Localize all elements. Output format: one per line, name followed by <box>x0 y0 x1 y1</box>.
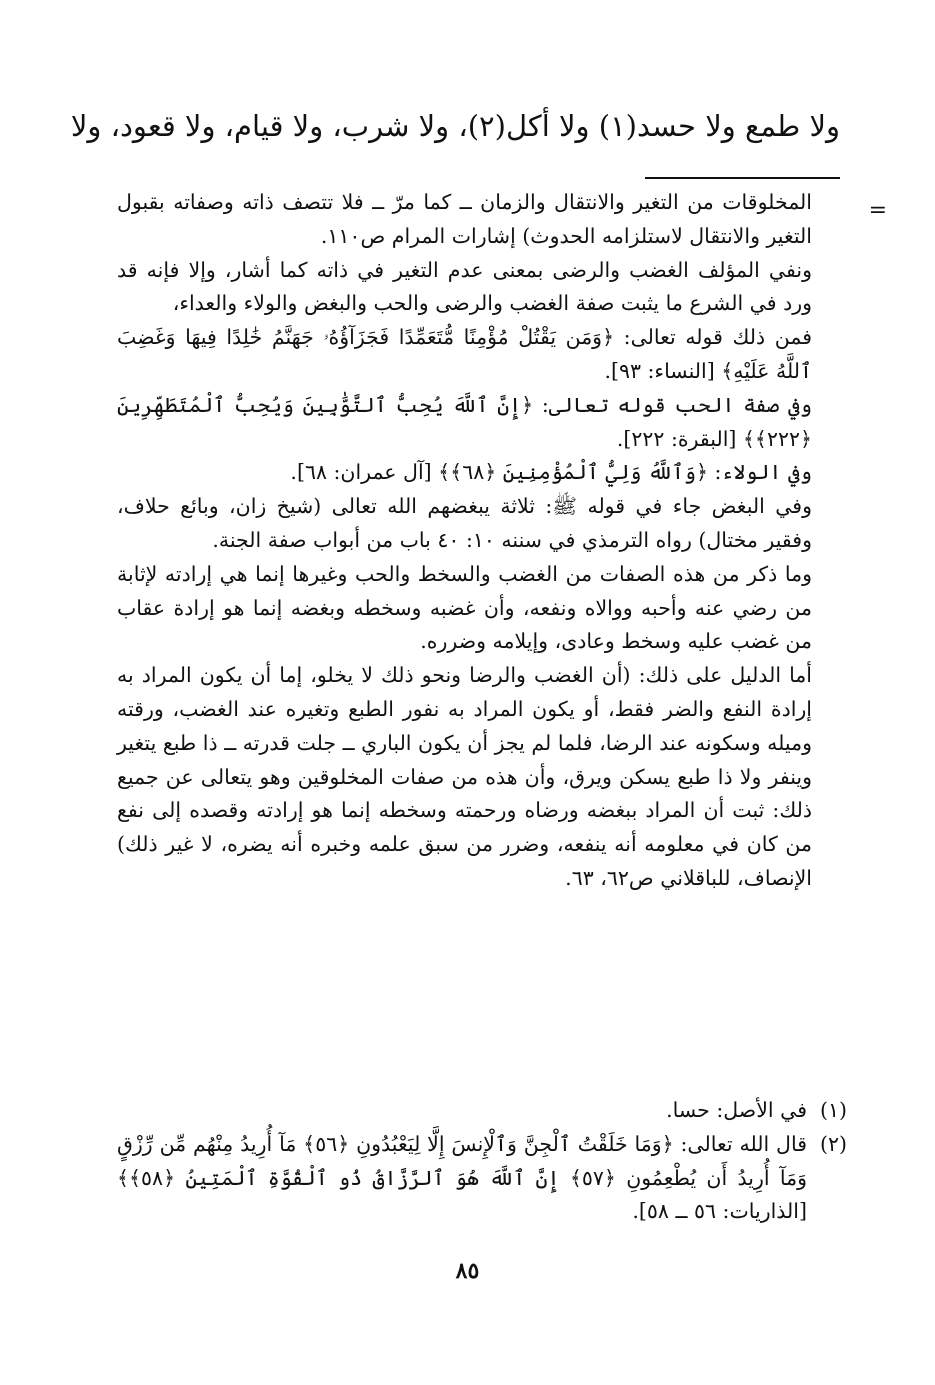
commentary-paragraph: فمن ذلك قوله تعالى: ﴿وَمَن يَقْتُلْ مُؤْمِنًا مُّتَعَمِّدًا فَجَزَآؤُهُۥ جَهَنَّمُ خَٰلِدًا فِيهَا وَغَضِبَ ٱللَّهُ عَلَيْهِ﴾ [النساء: ٩٣]. <box>117 325 812 383</box>
footnote-item <box>117 1128 847 1229</box>
footnote-text: في الأصل: حسا. <box>666 1098 807 1122</box>
commentary-block <box>117 186 812 896</box>
commentary-paragraph: وفي الولاء: ﴿وَٱللَّهُ وَلِيُّ ٱلْمُؤْمِنِينَ ﴿٦٨﴾﴾ [آل عمران: ٦٨]. <box>290 460 812 485</box>
footnote-divider <box>645 177 840 179</box>
footnote-number: (٢) <box>819 1131 847 1156</box>
commentary-paragraph: ونفي المؤلف الغضب والرضى بمعنى عدم التغير في ذاته كما أشار، وإلا فإنه قد ورد في الشرع ما يثبت صفة الغضب والرضى والحب والبغض والولاء والعداء، <box>117 257 812 316</box>
commentary-paragraph: أما الدليل على ذلك: (أن الغضب والرضا ونحو ذلك لا يخلو، إما أن يكون المراد به إرادة النفع والضر فقط، أو يكون المراد به نفور الطبع وتغيره عند الغضب، ورقته وميله وسكونه عند الرضا، فلما لم يجز أن يكون الباري ــ جلت قدرته ــ ذا طبع يتغير وينفر ولا ذا طبع يسكن ويرق، وأن هذه من صفات المخلوقين وهو يتعالى عن جميع ذلك: ثبت أن المراد ببغضه ورضاه ورحمته وسخطه إنما هو إرادته وقصده إلى نفع من كان في معلومه أنه ينفعه، وضرر من سبق علمه وخبره أنه يضره، لا غير ذلك) الإنصاف، للباقلاني ص٦٢، ٦٣. <box>117 663 812 890</box>
page-number: ٨٥ <box>455 1258 480 1284</box>
footnotes <box>117 1094 847 1229</box>
footnote-item <box>117 1094 847 1128</box>
footnote-number: (١) <box>819 1098 847 1122</box>
commentary-paragraph: وفي البغض جاء في قوله ﷺ: ثلاثة يبغضهم الله تعالى (شيخ زان، وبائع حلاف، وفقير مختال) رواه الترمذي في سننه ١٠: ٤٠ باب من أبواب صفة الجنة. <box>117 494 812 552</box>
continuation-mark: = <box>868 198 887 223</box>
footnote-text: قال الله تعالى: ﴿وَمَا خَلَقْتُ ٱلْجِنَّ وَٱلْإِنسَ إِلَّا لِيَعْبُدُونِ ﴿٥٦﴾ مَآ أُرِيدُ مِنْهُم مِّن رِّزْقٍ وَمَآ أُرِيدُ أَن يُطْعِمُونِ ﴿٥٧﴾ إِنَّ ٱللَّهَ هُوَ ٱلرَّزَّاقُ ذُو ٱلْقُوَّةِ ٱلْمَتِينُ ﴿٥٨﴾﴾ [الذاريات: ٥٦ ــ ٥٨]. <box>117 1131 807 1224</box>
commentary-paragraph: وفي صفة الحب قوله تعالى: ﴿إِنَّ ٱللَّهَ يُحِبُّ ٱلتَّوَّٰبِينَ وَيُحِبُّ ٱلْمُتَطَهِّرِينَ ﴿٢٢٢﴾﴾ [البقرة: ٢٢٢]. <box>117 392 812 451</box>
commentary-paragraph: وما ذكر من هذه الصفات من الغضب والسخط والحب وغيرها إنما هي إرادته لإثابة من رضي عنه وأحبه ووالاه ونفعه، وأن غضبه وسخطه وبغضه إنما هو إرادة عقاب من غضب عليه وسخط وعادى، وإيلامه وضرره. <box>117 561 812 654</box>
main-text-line: ولا طمع ولا حسد(١) ولا أكل(٢)، ولا شرب، ولا قيام، ولا قعود، ولا <box>70 109 840 143</box>
commentary-paragraph: المخلوقات من التغير والانتقال والزمان ــ كما مرّ ــ فلا تتصف ذاته وصفاته بقبول التغير والانتقال لاستلزامه الحدوث) إشارات المرام ص١١٠. <box>117 190 812 248</box>
